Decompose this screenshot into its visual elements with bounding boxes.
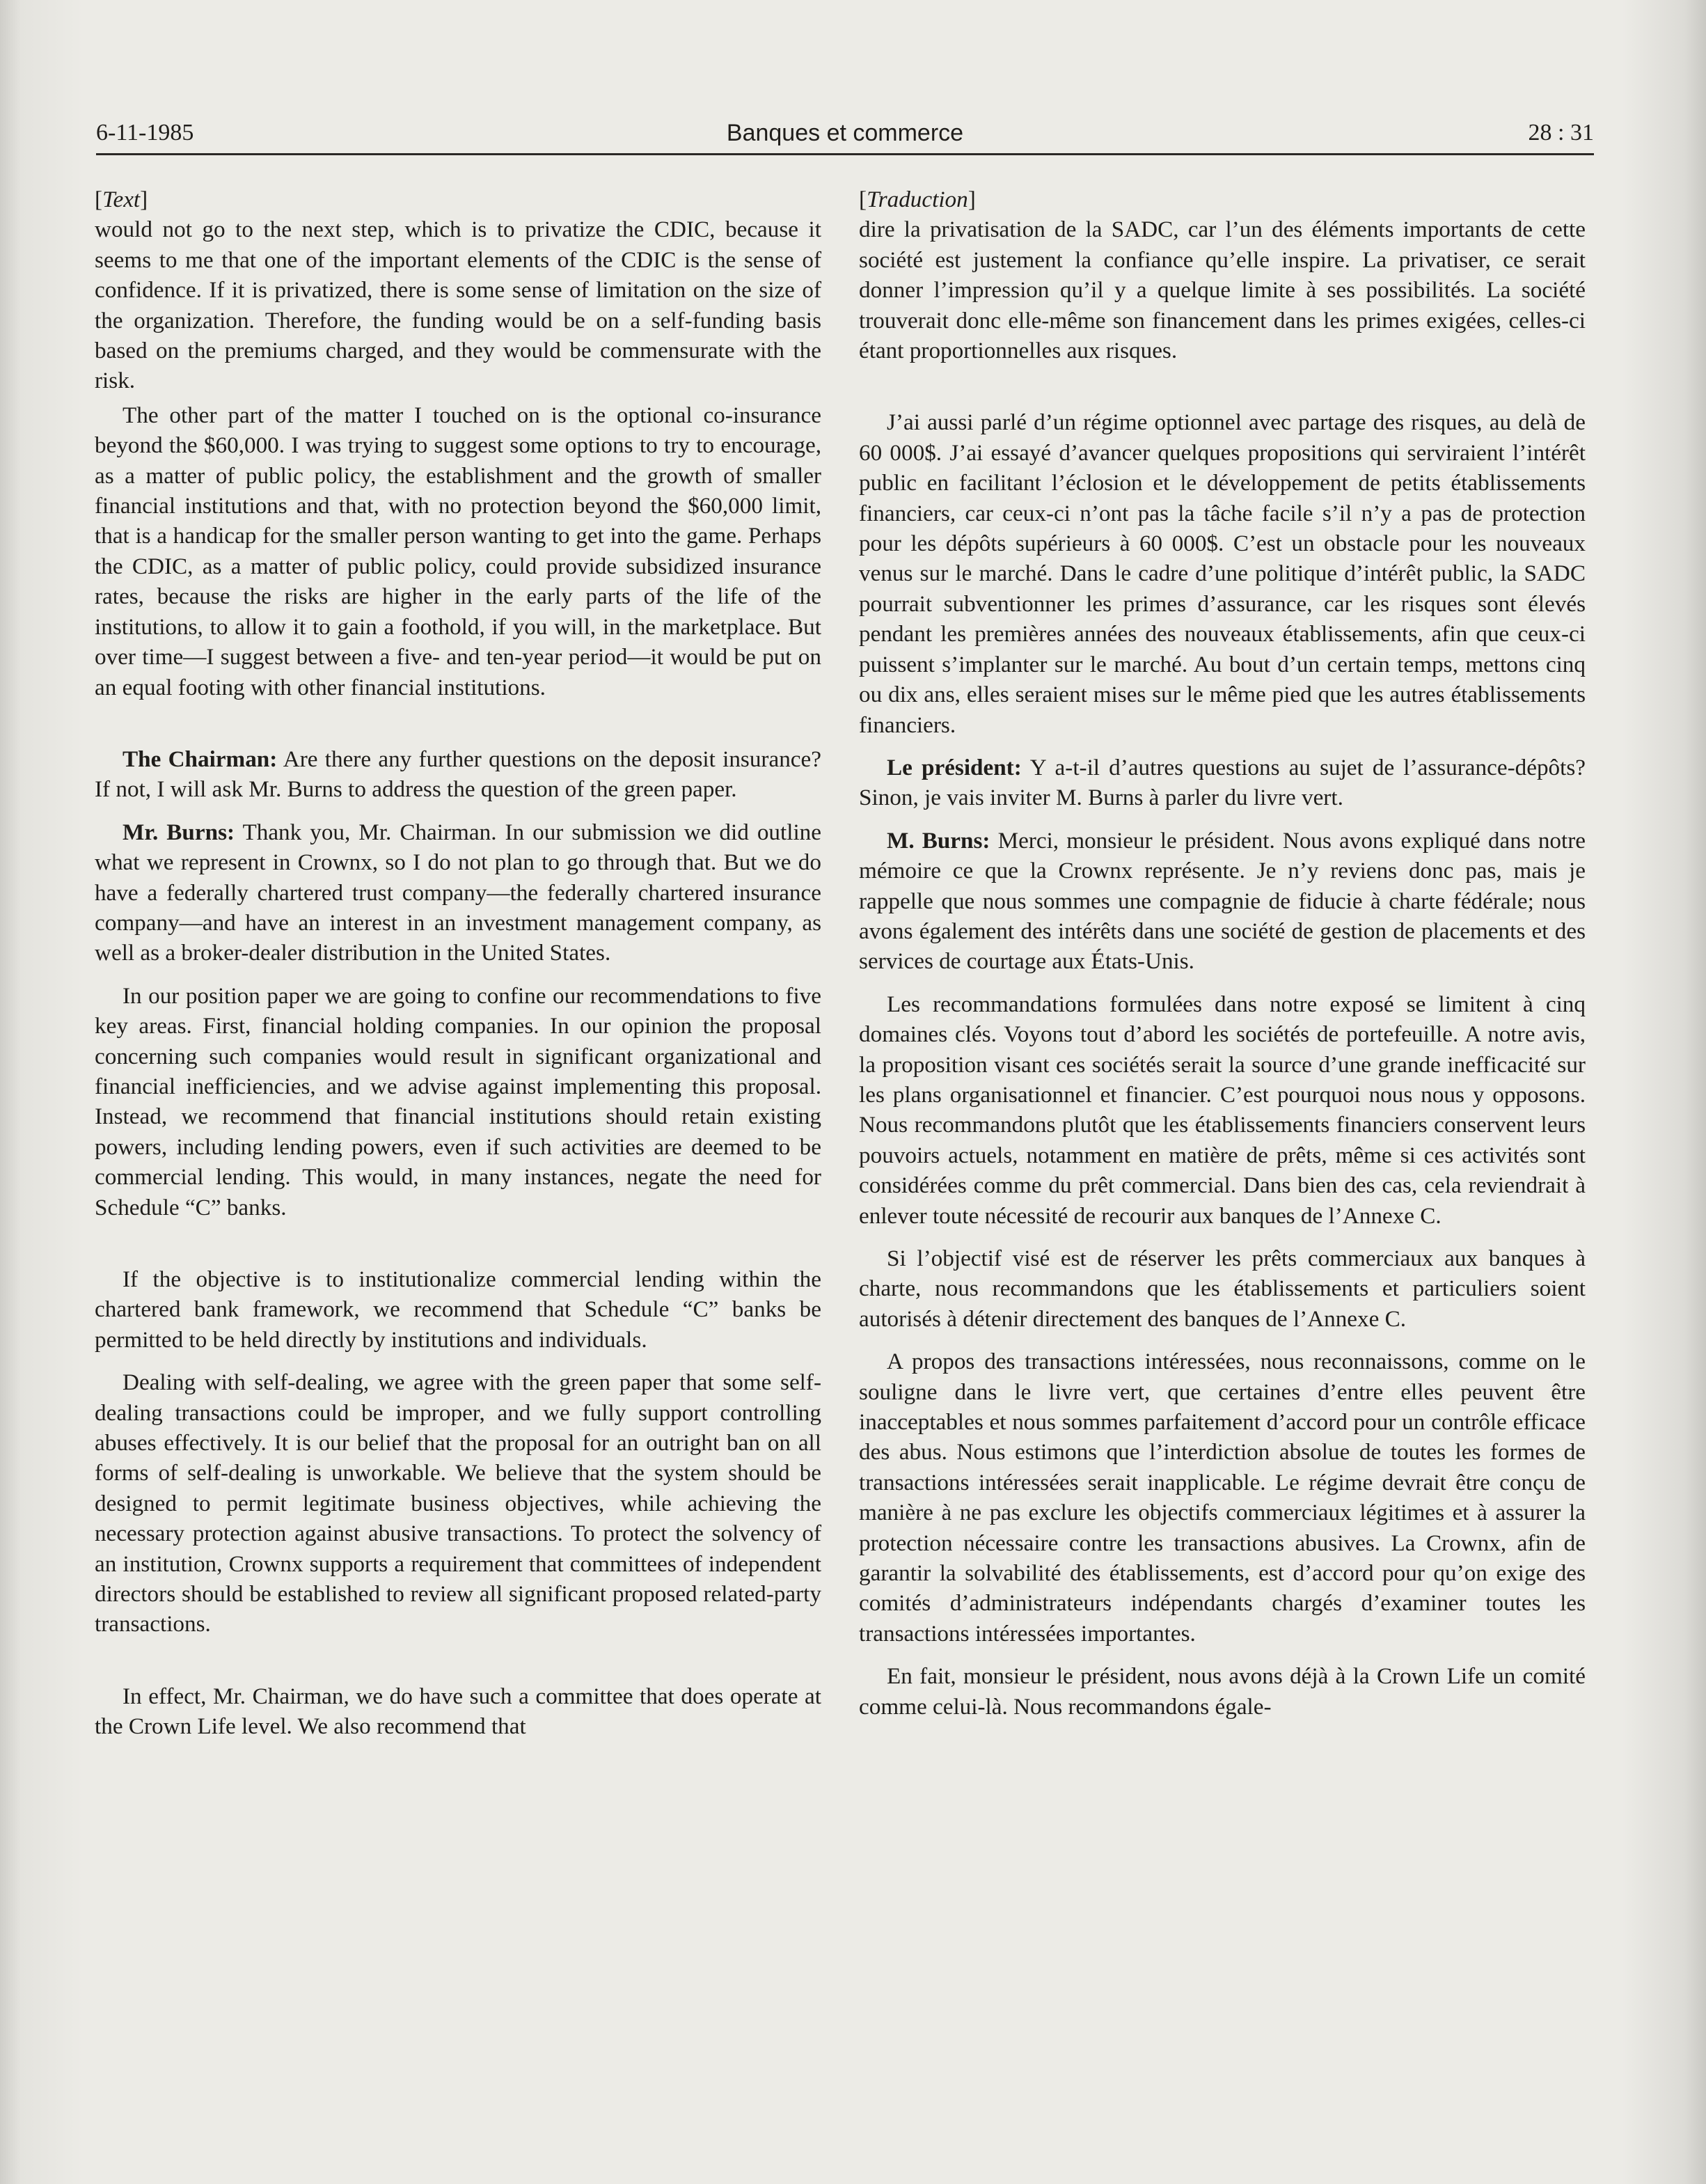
- speaker-paragraph: [95, 744, 821, 805]
- header-page-number: 28 : 31: [1528, 120, 1594, 146]
- speaker-name: Le président:: [887, 754, 1022, 780]
- speaker-paragraph: [95, 817, 821, 968]
- paragraph: Les recommandations formulées dans notre exposé se limitent à cinq domaines clés. Voyons tout d’abord les sociétés de portefeuille. A notre avis, la proposition visant ces sociétés serait la source d’une grande inefficacité sur les plans organisationnel et financier. C’est pourquoi nous nous y opposons. Nous recommandons plutôt que les établissements financiers conservent leurs pouvoirs actuels, notamment en matière de prêts, même si ces activités sont considérées comme du prêt commercial. Dans bien des cas, cela reviendrait à enlever toute nécessité de recourir aux banques de l’Annexe C.: [859, 991, 1586, 1229]
- paragraph: A propos des transactions intéressées, nous reconnaissons, comme on le souligne dans le livre vert, que certaines d’entre elles peuvent être inacceptables et nous sommes parfaitement d’accord pour un contrôle efficace des abus. Nous estimons que l’interdiction absolue de toutes les formes de transactions intéressées serait inapplicable. Le régime devrait être conçu de manière à ne pas exclure les objectifs commerciaux légitimes et à assurer la protection nécessaire contre les transactions abusives. La Crownx, afin de garantir la solvabilité des établissements, est d’accord pour qu’on exige des comités d’administrateurs indépendants chargés d’examiner toutes les transactions intéressées importantes.: [859, 1349, 1586, 1647]
- paragraph: In effect, Mr. Chairman, we do have such a committee that does operate at the Crown Life level. We also recommend that: [95, 1683, 821, 1740]
- french-column: [859, 184, 1586, 1722]
- paragraph: dire la privatisation de la SADC, car l’un des éléments importants de cette société est justement la confiance qu’elle inspire. La privatiser, ce serait donner l’impression qu’il y a quelque limite à ses possibilités. La société trouverait donc elle-même son financement dans les primes exigées, celles-ci étant proportionnelles aux risques.: [859, 217, 1586, 364]
- speech-text: Are there any further questions on the deposit insurance? If not, I will ask Mr. Burns to address the question of the green paper.: [95, 746, 822, 803]
- speech-text: Thank you, Mr. Chairman. In our submission we did outline what we represent in Crownx, so I do not plan to go through that. But we do have a federally chartered trust company—the federally chartered insurance company—and have an interest in an investment management company, as well as a broker-dealer distribution in the United States.: [95, 819, 821, 966]
- english-column: [95, 184, 821, 1742]
- speech-text: Merci, monsieur le président. Nous avons expliqué dans notre mémoire ce que la Crownx représente. Je n’y reviens donc pas, mais je rappelle que nous sommes une compagnie de fiducie à charte fédérale; nous avons également des intérêts dans une société de gestion de placements et des services de courtage aux États-Unis.: [859, 827, 1586, 975]
- paragraph: In our position paper we are going to confine our recommendations to five key areas. First, financial holding companies. In our opinion the proposal concerning such companies would result in significant organizational and financial inefficiencies, and we advise against implementing this proposal. Instead, we recommend that financial institutions should retain existing powers, including lending powers, even if such activities are deemed to be commercial lending. This would, in many instances, negate the need for Schedule “C” banks.: [95, 982, 821, 1220]
- language-marker: [Traduction]: [859, 187, 976, 212]
- paragraph: If the objective is to institutionalize commercial lending within the chartered bank framework, we recommend that Schedule “C” banks be permitted to be held directly by institutions and individuals.: [95, 1266, 821, 1353]
- speaker-name: The Chairman:: [123, 746, 278, 772]
- speaker-name: M. Burns:: [887, 827, 990, 854]
- running-header: [96, 118, 1594, 155]
- language-marker-text: Text: [102, 187, 141, 212]
- paragraph: Dealing with self-dealing, we agree with the green paper that some self-dealing transactions could be improper, and we fully support controlling abuses effectively. It is our belief that the proposal for an outright ban on all forms of self-dealing is unworkable. We believe that the system should be designed to permit legitimate business objectives, while achieving the necessary protection against abusive transactions. To protect the solvency of an institution, Crownx supports a requirement that committees of independent directors should be established to review all significant proposed related-party transactions.: [95, 1369, 821, 1637]
- speaker-paragraph: [859, 826, 1586, 977]
- paragraph: J’ai aussi parlé d’un régime optionnel avec partage des risques, au delà de 60 000$. J’ai essayé d’avancer quelques propositions qui serviraient l’intérêt public en facilitant l’éclosion et le développement de petits établissements financiers, car ceux-ci n’ont pas la tâche facile s’il n’y a pas de protection pour les dépôts supérieurs à 60 000$. C’est un obstacle pour les nouveaux venus sur le marché. Dans le cadre d’une politique d’intérêt public, la SADC pourrait subventionner les primes d’assurance, car les risques sont élevés pendant les premières années des nouveaux établissements, afin que ceux-ci puissent s’implanter sur le marché. Au bout d’un certain temps, mettons cinq ou dix ans, elles seraient mises sur le même pied que les autres établissements financiers.: [859, 409, 1586, 738]
- header-date: 6-11-1985: [96, 120, 194, 146]
- speaker-name: Mr. Burns:: [123, 819, 235, 845]
- paragraph: would not go to the next step, which is to privatize the CDIC, because it seems to me that one of the important elements of the CDIC is the sense of confidence. If it is privatized, there is some sense of limitation on the size of the organization. Therefore, the funding would be on a self-funding basis based on the premiums charged, and they would be commensurate with the risk.: [95, 217, 821, 394]
- speech-text: Y a-t-il d’autres questions au sujet de l’assurance-dépôts? Sinon, je vais inviter M. Burns à parler du livre vert.: [859, 754, 1586, 811]
- paragraph: The other part of the matter I touched on is the optional co-insurance beyond the $60,000. I was trying to suggest some options to try to encourage, as a matter of public policy, the establishment and the growth of smaller financial institutions and that, with no protection beyond the $60,000 limit, that is a handicap for the smaller person wanting to get into the game. Perhaps the CDIC, as a matter of public policy, could provide subsidized insurance rates, because the risks are higher in the early parts of the life of the institutions, to allow it to gain a foothold, if you will, in the marketplace. But over time—I suggest between a five- and ten-year period—it would be put on an equal footing with other financial institutions.: [95, 402, 821, 700]
- header-title: Banques et commerce: [726, 120, 964, 146]
- paragraph: Si l’objectif visé est de réserver les prêts commerciaux aux banques à charte, nous recommandons que les établissements et particuliers soient autorisés à détenir directement des banques de l’Annexe C.: [859, 1246, 1586, 1332]
- language-marker-text: Traduction: [867, 187, 968, 212]
- speaker-paragraph: [859, 753, 1586, 813]
- paragraph: En fait, monsieur le président, nous avons déjà à la Crown Life un comité comme celui-là. Nous recommandons égale-: [859, 1663, 1586, 1720]
- language-marker: [Text]: [95, 187, 148, 212]
